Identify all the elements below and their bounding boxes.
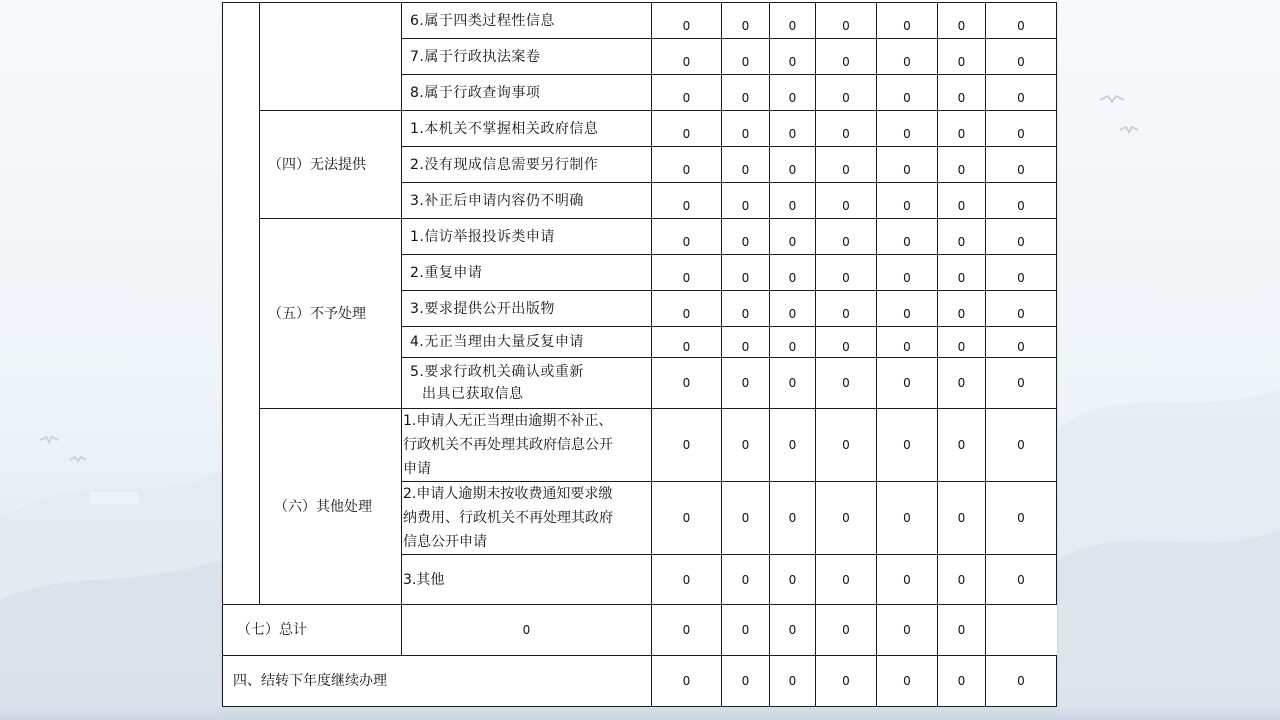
value-cell: 0 — [741, 376, 750, 390]
value-cell: 0 — [957, 270, 966, 285]
value-cell: 0 — [682, 18, 691, 33]
item-line: 2.申请人逾期未按收费通知要求缴 — [403, 486, 613, 502]
value-cell: 0 — [957, 90, 966, 105]
value-cell: 0 — [741, 340, 750, 354]
value-cell: 0 — [788, 623, 797, 637]
table-row — [223, 409, 1057, 482]
value-cell: 0 — [957, 438, 966, 452]
value-cell: 0 — [957, 198, 966, 213]
item-cell: 6.属于四类过程性信息 — [402, 3, 652, 39]
value-cell: 0 — [788, 340, 797, 354]
table-row — [223, 111, 1057, 147]
value-cell: 0 — [741, 306, 750, 321]
value-cell: 0 — [957, 306, 966, 321]
value-cell: 0 — [741, 18, 750, 33]
value-cell: 0 — [1017, 376, 1025, 390]
value-cell: 0 — [957, 234, 966, 249]
item-cell: 3.其他 — [402, 555, 652, 605]
category-cell: （四）无法提供 — [260, 111, 402, 219]
value-cell: 0 — [788, 198, 797, 213]
value-cell: 0 — [903, 438, 911, 452]
item-line: 申请 — [403, 461, 431, 477]
value-cell: 0 — [788, 126, 797, 141]
item-cell — [402, 409, 652, 482]
value-cell: 0 — [957, 674, 966, 688]
bottom-band — [0, 706, 1280, 720]
value-cell: 0 — [522, 623, 531, 637]
value-cell: 0 — [842, 438, 850, 452]
value-cell: 0 — [1017, 270, 1025, 285]
value-cell: 0 — [741, 623, 750, 637]
value-cell: 0 — [1017, 572, 1025, 587]
table-row — [223, 656, 1057, 707]
value-cell: 0 — [903, 126, 911, 141]
value-cell: 0 — [1017, 54, 1025, 69]
table-row — [223, 3, 1057, 39]
category-cell: （六）其他处理 — [260, 409, 402, 605]
value-cell: 0 — [1017, 126, 1025, 141]
value-cell: 0 — [1017, 234, 1025, 249]
category-cell — [260, 3, 402, 111]
value-cell: 0 — [788, 234, 797, 249]
value-cell: 0 — [1017, 511, 1025, 525]
value-cell: 0 — [903, 270, 911, 285]
value-cell: 0 — [741, 270, 750, 285]
item-line: 行政机关不再处理其政府信息公开 — [403, 437, 613, 453]
value-cell: 0 — [682, 572, 691, 587]
value-cell: 0 — [842, 376, 850, 390]
value-cell: 0 — [903, 234, 911, 249]
value-cell: 0 — [682, 674, 691, 688]
value-cell: 0 — [1017, 90, 1025, 105]
value-cell: 0 — [1017, 340, 1025, 354]
item-cell: 1.本机关不掌握相关政府信息 — [402, 111, 652, 147]
value-cell: 0 — [842, 674, 850, 688]
value-cell: 0 — [957, 126, 966, 141]
value-cell: 0 — [788, 270, 797, 285]
item-cell: 1.信访举报投诉类申请 — [402, 219, 652, 255]
value-cell: 0 — [788, 306, 797, 321]
value-cell: 0 — [903, 572, 911, 587]
item-cell: 2.重复申请 — [402, 255, 652, 291]
value-cell: 0 — [788, 54, 797, 69]
value-cell: 0 — [682, 270, 691, 285]
value-cell: 0 — [957, 54, 966, 69]
value-cell: 0 — [682, 623, 691, 637]
item-cell — [402, 358, 652, 409]
value-cell: 0 — [957, 511, 966, 525]
value-cell: 0 — [1017, 674, 1025, 688]
value-cell: 0 — [957, 376, 966, 390]
value-cell: 0 — [903, 162, 911, 177]
category-cell: （五）不予处理 — [260, 219, 402, 409]
item-cell: 3.要求提供公开出版物 — [402, 291, 652, 327]
value-cell: 0 — [842, 234, 850, 249]
value-cell: 0 — [788, 162, 797, 177]
value-cell: 0 — [957, 623, 966, 637]
table-row — [223, 605, 1057, 656]
value-cell: 0 — [1017, 162, 1025, 177]
item-cell: 8.属于行政查询事项 — [402, 75, 652, 111]
item-line: 1.申请人无正当理由逾期不补正、 — [403, 413, 613, 429]
value-cell: 0 — [1017, 438, 1025, 452]
value-cell: 0 — [842, 162, 850, 177]
value-cell: 0 — [842, 54, 850, 69]
value-cell: 0 — [741, 126, 750, 141]
value-cell: 0 — [842, 511, 850, 525]
value-cell: 0 — [903, 90, 911, 105]
value-cell: 0 — [682, 306, 691, 321]
value-cell: 0 — [741, 162, 750, 177]
item-line: 出具已获取信息 — [422, 386, 524, 402]
value-cell: 0 — [682, 511, 691, 525]
value-cell: 0 — [788, 572, 797, 587]
item-line: 纳费用、行政机关不再处理其政府 — [403, 510, 613, 526]
value-cell: 0 — [741, 234, 750, 249]
value-cell: 0 — [682, 234, 691, 249]
value-cell: 0 — [903, 376, 911, 390]
value-cell: 0 — [788, 674, 797, 688]
total-label-cell: （七）总计 — [223, 605, 402, 656]
value-cell: 0 — [957, 18, 966, 33]
value-cell: 0 — [741, 54, 750, 69]
value-cell: 0 — [903, 18, 911, 33]
value-cell: 0 — [741, 438, 750, 452]
value-cell: 0 — [682, 376, 691, 390]
value-cell: 0 — [957, 340, 966, 354]
value-cell: 0 — [682, 198, 691, 213]
value-cell: 0 — [903, 623, 911, 637]
value-cell: 0 — [903, 198, 911, 213]
value-cell: 0 — [788, 376, 797, 390]
disclosure-table — [222, 2, 1057, 707]
item-cell — [402, 482, 652, 555]
document-page — [222, 0, 1057, 706]
value-cell: 0 — [788, 90, 797, 105]
value-cell: 0 — [682, 54, 691, 69]
value-cell: 0 — [682, 162, 691, 177]
left-spacer-cell — [223, 3, 260, 605]
item-cell: 4.无正当理由大量反复申请 — [402, 327, 652, 358]
value-cell: 0 — [842, 18, 850, 33]
value-cell: 0 — [788, 18, 797, 33]
value-cell: 0 — [842, 126, 850, 141]
value-cell: 0 — [842, 90, 850, 105]
value-cell: 0 — [741, 511, 750, 525]
value-cell: 0 — [842, 623, 850, 637]
value-cell: 0 — [957, 162, 966, 177]
table-row — [223, 219, 1057, 255]
value-cell: 0 — [682, 90, 691, 105]
value-cell: 0 — [1017, 18, 1025, 33]
item-line: 信息公开申请 — [403, 534, 487, 550]
value-cell: 0 — [682, 126, 691, 141]
value-cell: 0 — [682, 340, 691, 354]
value-cell: 0 — [842, 340, 850, 354]
value-cell: 0 — [741, 572, 750, 587]
value-cell: 0 — [1017, 306, 1025, 321]
item-cell: 2.没有现成信息需要另行制作 — [402, 147, 652, 183]
value-cell: 0 — [1017, 198, 1025, 213]
value-cell: 0 — [903, 674, 911, 688]
value-cell: 0 — [842, 270, 850, 285]
value-cell: 0 — [903, 511, 911, 525]
value-cell: 0 — [842, 306, 850, 321]
item-cell: 7.属于行政执法案卷 — [402, 39, 652, 75]
value-cell: 0 — [957, 572, 966, 587]
item-line: 5.要求行政机关确认或重新 — [410, 364, 584, 380]
item-cell: 3.补正后申请内容仍不明确 — [402, 183, 652, 219]
value-cell: 0 — [842, 572, 850, 587]
carry-over-label-cell: 四、结转下年度继续办理 — [223, 656, 652, 707]
value-cell: 0 — [903, 306, 911, 321]
value-cell: 0 — [741, 90, 750, 105]
value-cell: 0 — [741, 198, 750, 213]
value-cell: 0 — [682, 438, 691, 452]
value-cell: 0 — [788, 438, 797, 452]
value-cell: 0 — [842, 198, 850, 213]
value-cell: 0 — [788, 511, 797, 525]
value-cell: 0 — [903, 340, 911, 354]
value-cell: 0 — [741, 674, 750, 688]
value-cell: 0 — [903, 54, 911, 69]
